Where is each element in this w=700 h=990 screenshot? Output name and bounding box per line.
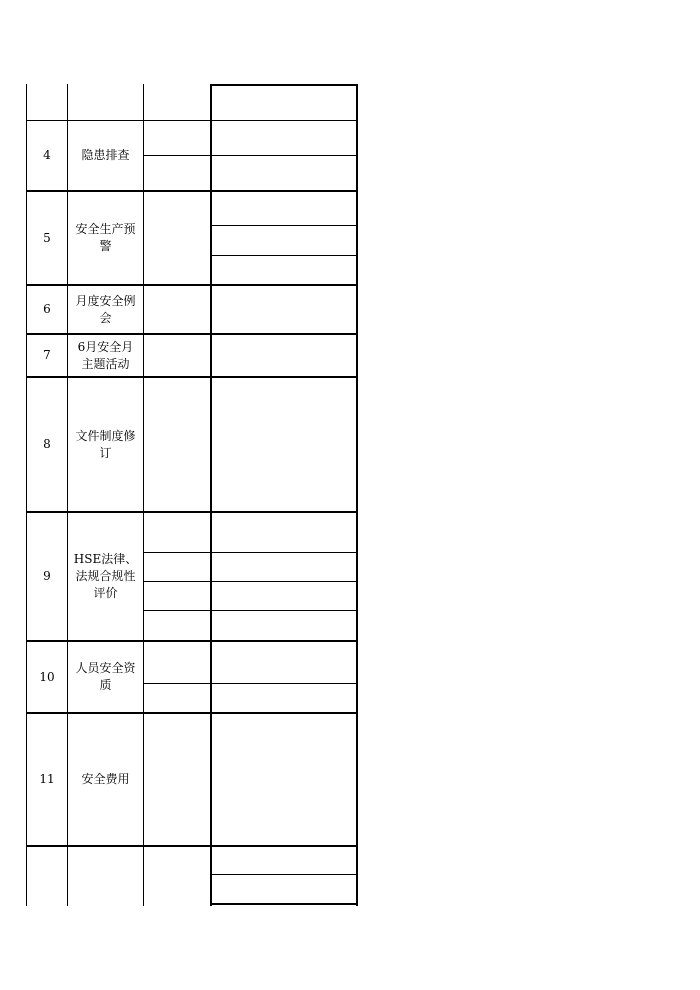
row-number: 6 (43, 302, 51, 316)
row-item: 6月安全月 主题活动 (77, 339, 134, 371)
row-item: 文件制度修 订 (75, 428, 136, 460)
col-border-right (356, 84, 358, 906)
row-item: 隐患排查 (81, 148, 130, 162)
row-number (27, 847, 67, 905)
row-item: HSE法律、 法规合规性 评价 (73, 552, 138, 600)
row-number: 9 (43, 569, 51, 583)
row-item: 安全生产预 警 (75, 222, 136, 253)
subrow-5a (210, 225, 358, 226)
subrow-5b (210, 255, 358, 256)
row-number: 4 (43, 148, 51, 162)
row-number (27, 84, 67, 120)
subrow-9b (143, 581, 358, 582)
col-border-item-c (143, 84, 144, 906)
row-item (68, 847, 143, 905)
row-item: 月度安全例 会 (75, 293, 136, 325)
row-item: 安全费用 (81, 772, 130, 786)
row-number: 8 (43, 437, 51, 451)
row-number: 11 (39, 772, 55, 786)
subrow-9c (143, 610, 358, 611)
subrow-last-a (210, 874, 358, 875)
col-border-c-d (210, 84, 212, 906)
subrow-9a (143, 552, 358, 553)
subrow-4a (143, 155, 358, 156)
row-item (68, 84, 143, 120)
row-number: 7 (43, 348, 51, 362)
subrow-10a (143, 683, 358, 684)
row-item: 人员安全资 质 (75, 661, 136, 692)
top-border-d (210, 84, 358, 86)
row-number: 5 (43, 230, 51, 245)
row-number: 10 (39, 669, 55, 684)
bottom-border-d (210, 903, 358, 905)
